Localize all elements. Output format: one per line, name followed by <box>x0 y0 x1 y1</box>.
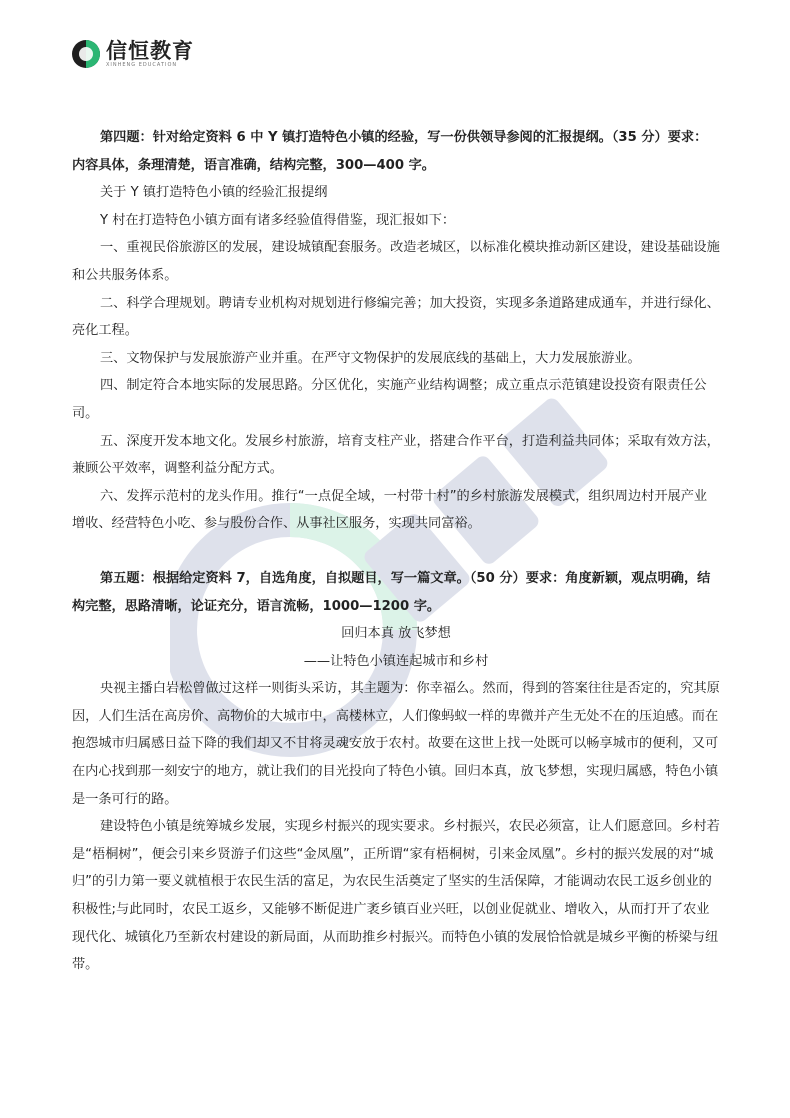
essay-subtitle: ——让特色小镇连起城市和乡村 <box>303 653 489 669</box>
q4-point-2: 二、科学合理规划。聘请专业机构对规划进行修编完善；加大投资，实现多条道路建成通车，并进行绿化、亮化工程。 <box>72 295 720 339</box>
logo-icon <box>72 40 100 68</box>
essay-paragraph-2: 建设特色小镇是统筹城乡发展，实现乡村振兴的现实要求。乡村振兴，农民必须富，让人们愿意回。乡村若是“梧桐树”，便会引来乡贤游子们这些“金凤凰”，正所谓“家有梧桐树，引来金凤凰”。乡村的振兴发展的对“城归”的引力第一要义就植根于农民生活的富足，为农民生活奠定了坚实的生活保障，才能调动农民工返乡创业的积极性;与此同时，农民工返乡，又能够不断促进广袤乡镇百业兴旺，以创业促就业、增收入，从而打开了农业现代化、城镇化乃至新农村建设的新局面，从而助推乡村振兴。而特色小镇的发展恰恰就是城乡平衡的桥梁与纽带。 <box>72 819 720 973</box>
q4-point-1: 一、重视民俗旅游区的发展，建设城镇配套服务。改造老城区，以标准化模块推动新区建设，建设基础设施和公共服务体系。 <box>72 240 720 283</box>
question-5-prompt: 第五题：根据给定资料 7，自选角度，自拟题目，写一篇文章。（50 分）要求：角度新颖，观点明确，结构完整，思路清晰，论证充分，语言流畅，1000—1200 字。 <box>72 570 711 614</box>
logo <box>72 40 194 68</box>
q4-outline-title: 关于 Y 镇打造特色小镇的经验汇报提纲 <box>100 185 328 201</box>
q4-intro: Y 村在打造特色小镇方面有诸多经验值得借鉴，现汇报如下： <box>100 212 456 228</box>
document-body <box>72 124 720 979</box>
q4-point-4: 四、制定符合本地实际的发展思路。分区优化，实施产业结构调整；成立重点示范镇建设投资有限责任公司。 <box>72 378 707 421</box>
q4-point-5: 五、深度开发本地文化。发展乡村旅游，培育支柱产业，搭建合作平台，打造利益共同体；采取有效方法，兼顾公平效率，调整利益分配方式。 <box>72 433 720 477</box>
q4-point-3: 三、文物保护与发展旅游产业并重。在严守文物保护的发展底线的基础上，大力发展旅游业。 <box>100 350 641 366</box>
essay-paragraph-1: 央视主播白岩松曾做过这样一则街头采访，其主题为：你幸福么。然而，得到的答案往往是否定的，究其原因，人们生活在高房价、高物价的大城市中，高楼林立，人们像蚂蚁一样的卑微并产生无处不在的压迫感。而在抱怨城市归属感日益下降的我们却又不甘将灵魂安放于农村。故要在这世上找一处既可以畅享城市的便利，又可在内心找到那一刻安宁的地方，就让我们的目光投向了特色小镇。回归本真，放飞梦想，实现归属感，特色小镇是一条可行的路。 <box>72 681 720 807</box>
question-4-prompt: 第四题：针对给定资料 6 中 Y 镇打造特色小镇的经验，写一份供领导参阅的汇报提纲。（35 分）要求：内容具体，条理清楚，语言准确，结构完整，300—400 字。 <box>72 130 708 173</box>
logo-tagline: XINHENG EDUCATION <box>106 62 178 68</box>
logo-name: 信恒教育 <box>106 39 194 63</box>
q4-point-6: 六、发挥示范村的龙头作用。推行“一点促全域，一村带十村”的乡村旅游发展模式，组织周边村开展产业增收、经营特色小吃、参与股份合作、从事社区服务，实现共同富裕。 <box>72 488 708 532</box>
essay-title: 回归本真 放飞梦想 <box>341 626 451 642</box>
